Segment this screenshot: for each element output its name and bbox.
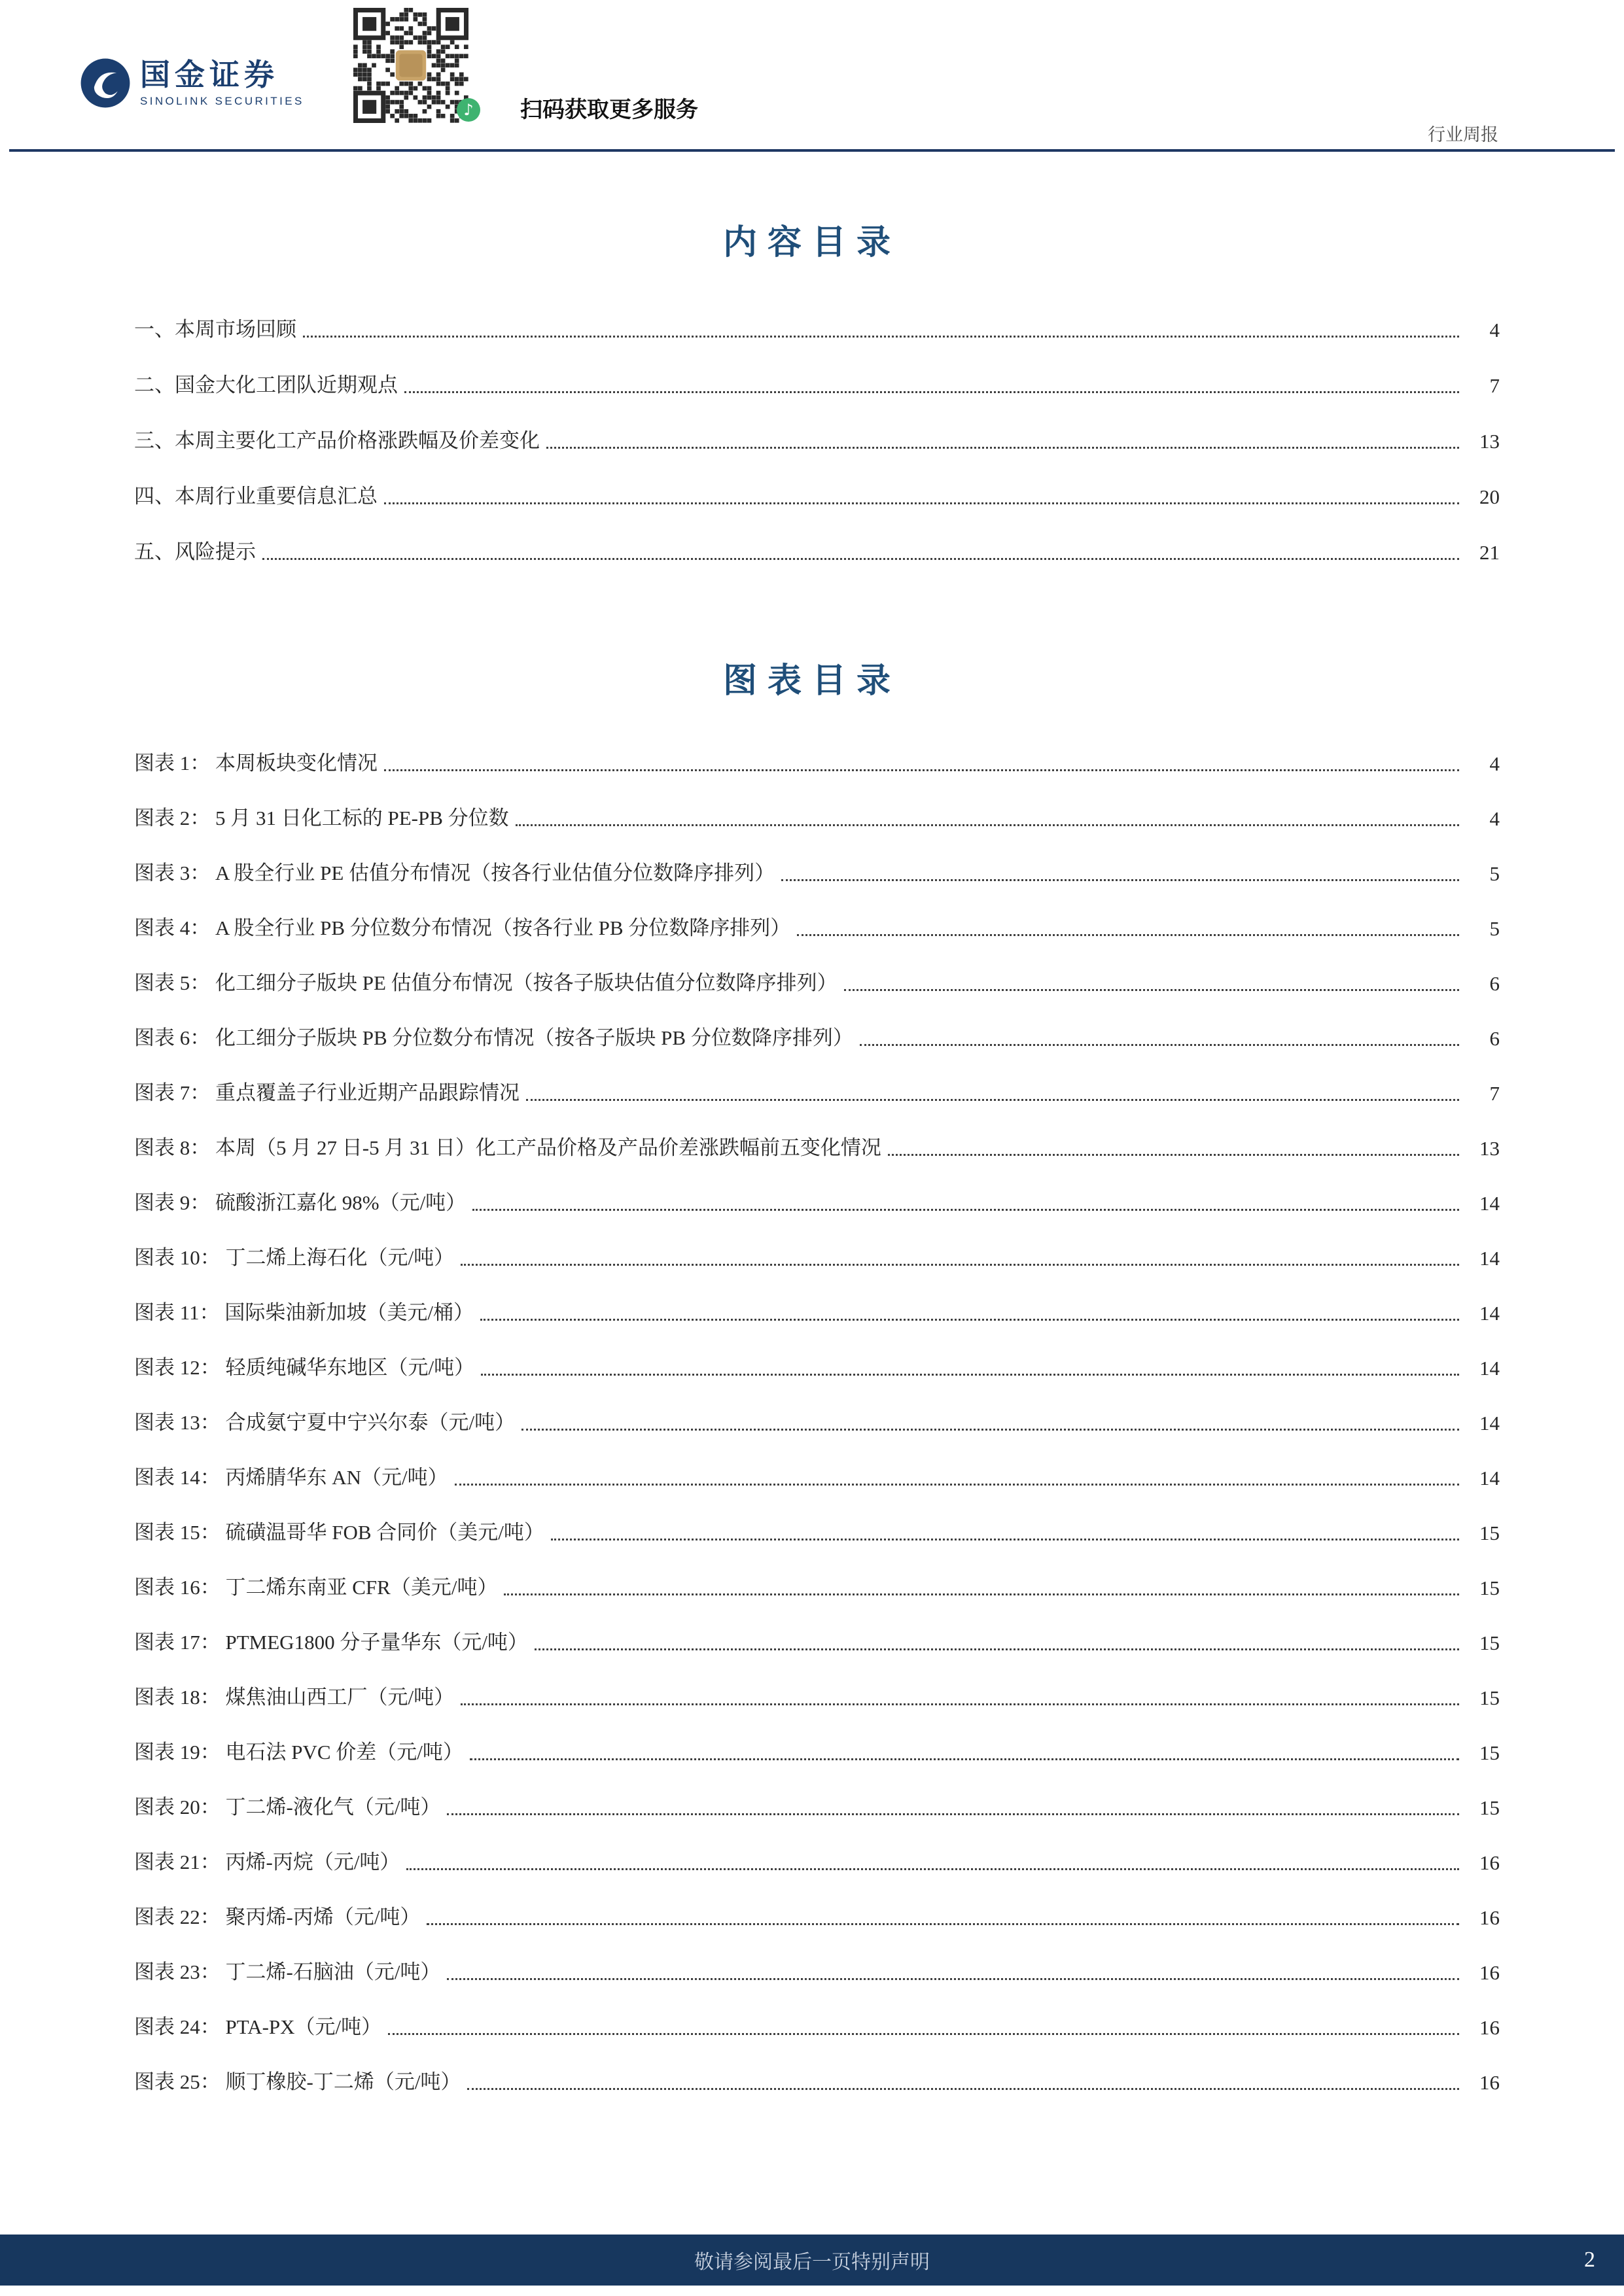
figure-item-page: 14 [1479, 1467, 1500, 1489]
brand-subtitle: SINOLINK SECURITIES [140, 95, 304, 108]
toc-item[interactable] [134, 469, 1500, 525]
dot-leader [546, 447, 1459, 449]
figure-item-page: 4 [1489, 752, 1500, 775]
dot-leader [388, 2033, 1459, 2035]
figure-item[interactable] [134, 2000, 1500, 2055]
dot-leader [888, 1154, 1459, 1156]
figure-item-page: 14 [1479, 1412, 1500, 1435]
figure-item[interactable] [134, 956, 1500, 1011]
dot-leader [521, 1429, 1459, 1431]
figure-item[interactable] [134, 1835, 1500, 1890]
music-note-badge-icon: ♪ [457, 98, 480, 122]
footer-disclaimer: 敬请参阅最后一页特别声明 [694, 2252, 930, 2273]
figure-item[interactable] [134, 1781, 1500, 1835]
figure-item-label: 图表 24： PTA-PX（元/吨） [134, 2015, 382, 2038]
toc-item-page: 4 [1489, 319, 1500, 341]
dot-leader [480, 1319, 1459, 1321]
figure-item-page: 14 [1479, 1192, 1500, 1215]
figure-item[interactable] [134, 1945, 1500, 2000]
figure-item-label: 图表 8： 本周（5 月 27 日-5 月 31 日）化工产品价格及产品价差涨跌幅前五变化情况 [134, 1136, 881, 1159]
footer-bar [0, 2235, 1624, 2286]
dot-leader [384, 769, 1459, 771]
figure-item-page: 4 [1489, 807, 1500, 830]
figure-item-label: 图表 15： 硫磺温哥华 FOB 合同价（美元/吨） [134, 1521, 544, 1544]
dot-leader [516, 824, 1459, 826]
dot-leader [447, 1978, 1459, 1980]
toc-item-label: 一、本周市场回顾 [134, 318, 296, 341]
figure-item[interactable] [134, 846, 1500, 901]
dot-leader [551, 1539, 1459, 1540]
figure-item[interactable] [134, 1890, 1500, 1945]
dot-leader [461, 1703, 1459, 1705]
contents-list [134, 302, 1500, 580]
dot-leader [504, 1593, 1459, 1595]
figure-item-page: 15 [1479, 1631, 1500, 1654]
toc-item-page: 21 [1479, 541, 1500, 564]
figure-item-page: 16 [1479, 1906, 1500, 1929]
figure-item[interactable] [134, 1726, 1500, 1781]
figure-item-label: 图表 10： 丁二烯上海石化（元/吨） [134, 1246, 455, 1269]
brand-name: 国金证券 [140, 57, 279, 92]
figure-item-label: 图表 4： A 股全行业 PB 分位数分布情况（按各行业 PB 分位数降序排列） [134, 916, 791, 939]
toc-item-label: 五、风险提示 [134, 540, 256, 563]
figure-item-label: 图表 16： 丁二烯东南亚 CFR（美元/吨） [134, 1576, 498, 1599]
dot-leader [844, 989, 1459, 991]
dot-leader [860, 1044, 1459, 1046]
figure-item-label: 图表 5： 化工细分子版块 PE 估值分布情况（按各子版块估值分位数降序排列） [134, 971, 838, 994]
figure-item[interactable] [134, 2055, 1500, 2110]
brand-text [140, 58, 304, 109]
page-header [0, 0, 1624, 150]
figure-item-page: 16 [1479, 1961, 1500, 1984]
contents-title: 内容目录 [722, 224, 901, 262]
figure-item-page: 15 [1479, 1741, 1500, 1764]
dot-leader [447, 1813, 1459, 1815]
qr-caption: 扫码获取更多服务 [520, 97, 698, 122]
figure-item-page: 16 [1479, 2071, 1500, 2094]
figure-item[interactable] [134, 1231, 1500, 1286]
toc-item[interactable] [134, 358, 1500, 413]
figure-item-label: 图表 17： PTMEG1800 分子量华东（元/吨） [134, 1631, 528, 1654]
qr-code-icon [353, 8, 468, 123]
dot-leader [303, 336, 1459, 338]
figure-item-label: 图表 2： 5 月 31 日化工标的 PE-PB 分位数 [134, 807, 509, 829]
figure-item-page: 6 [1489, 1027, 1500, 1050]
figure-item-label: 图表 9： 硫酸浙江嘉化 98%（元/吨） [134, 1191, 467, 1214]
toc-item-page: 13 [1479, 430, 1500, 453]
figure-item[interactable] [134, 1066, 1500, 1121]
figure-item-page: 15 [1479, 1576, 1500, 1599]
dot-leader [262, 558, 1459, 560]
figure-item-label: 图表 12： 轻质纯碱华东地区（元/吨） [134, 1356, 475, 1379]
dot-leader [535, 1648, 1459, 1650]
figure-item-label: 图表 19： 电石法 PVC 价差（元/吨） [134, 1741, 463, 1764]
figure-item[interactable] [134, 901, 1500, 956]
brand-logo [80, 58, 304, 109]
figure-item[interactable] [134, 1121, 1500, 1176]
dot-leader [455, 1484, 1459, 1486]
figure-item[interactable] [134, 791, 1500, 846]
figure-item[interactable] [134, 1616, 1500, 1671]
figure-item-label: 图表 1： 本周板块变化情况 [134, 752, 378, 774]
figure-item-label: 图表 6： 化工细分子版块 PB 分位数分布情况（按各子版块 PB 分位数降序排列） [134, 1026, 853, 1049]
dot-leader [384, 502, 1459, 504]
figure-item-label: 图表 21： 丙烯-丙烷（元/吨） [134, 1851, 400, 1873]
figure-item[interactable] [134, 1506, 1500, 1561]
dot-leader [404, 391, 1459, 393]
figure-item-page: 5 [1489, 862, 1500, 885]
figure-item-page: 7 [1489, 1082, 1500, 1105]
figure-item[interactable] [134, 1451, 1500, 1506]
dot-leader [481, 1374, 1459, 1376]
toc-item-label: 四、本周行业重要信息汇总 [134, 485, 378, 508]
figure-item-label: 图表 11： 国际柴油新加坡（美元/桶） [134, 1301, 474, 1324]
figure-item-page: 15 [1479, 1796, 1500, 1819]
figure-item[interactable] [134, 1176, 1500, 1231]
dot-leader [472, 1209, 1459, 1211]
figure-item-page: 16 [1479, 1851, 1500, 1874]
figure-item-label: 图表 3： A 股全行业 PE 估值分布情况（按各行业估值分位数降序排列） [134, 861, 775, 884]
dot-leader [467, 2088, 1459, 2090]
figures-title: 图表目录 [722, 663, 901, 700]
figure-item-label: 图表 14： 丙烯腈华东 AN（元/吨） [134, 1466, 448, 1489]
figure-item[interactable] [134, 1011, 1500, 1066]
figure-item-page: 16 [1479, 2016, 1500, 2039]
toc-item[interactable] [134, 525, 1500, 580]
figure-item-label: 图表 23： 丁二烯-石脑油（元/吨） [134, 1960, 441, 1983]
figures-list [134, 737, 1500, 2110]
dot-leader [427, 1923, 1459, 1925]
figure-item[interactable] [134, 1341, 1500, 1396]
toc-item[interactable] [134, 302, 1500, 358]
figure-item-label: 图表 18： 煤焦油山西工厂（元/吨） [134, 1686, 455, 1709]
toc-item-label: 三、本周主要化工产品价格涨跌幅及价差变化 [134, 429, 540, 452]
dot-leader [406, 1868, 1459, 1870]
figure-item-label: 图表 20： 丁二烯-液化气（元/吨） [134, 1796, 441, 1818]
figure-item-page: 15 [1479, 1686, 1500, 1709]
figure-item-label: 图表 7： 重点覆盖子行业近期产品跟踪情况 [134, 1081, 520, 1104]
figure-item[interactable] [134, 1671, 1500, 1726]
toc-item-page: 7 [1489, 374, 1500, 397]
figure-item-page: 5 [1489, 917, 1500, 940]
sinolink-logo-icon [80, 58, 131, 109]
figure-item[interactable] [134, 737, 1500, 791]
figure-item-page: 14 [1479, 1357, 1500, 1380]
dot-leader [781, 879, 1459, 881]
dot-leader [526, 1099, 1459, 1101]
toc-item-label: 二、国金大化工团队近期观点 [134, 374, 398, 396]
figure-item-page: 6 [1489, 972, 1500, 995]
figure-item-page: 13 [1479, 1137, 1500, 1160]
doc-type-label: 行业周报 [1428, 125, 1498, 145]
toc-item[interactable] [134, 413, 1500, 469]
figure-item[interactable] [134, 1561, 1500, 1616]
figure-item-page: 15 [1479, 1522, 1500, 1544]
figure-item[interactable] [134, 1286, 1500, 1341]
figure-item-page: 14 [1479, 1247, 1500, 1270]
figure-item-label: 图表 22： 聚丙烯-丙烯（元/吨） [134, 1905, 421, 1928]
dot-leader [797, 934, 1459, 936]
figure-item-label: 图表 13： 合成氨宁夏中宁兴尔泰（元/吨） [134, 1411, 516, 1434]
figure-item[interactable] [134, 1396, 1500, 1451]
toc-item-page: 20 [1479, 485, 1500, 508]
dot-leader [461, 1264, 1459, 1266]
header-divider [9, 149, 1615, 152]
dot-leader [470, 1758, 1459, 1760]
figure-item-page: 14 [1479, 1302, 1500, 1325]
footer-page-number: 2 [1584, 2248, 1595, 2272]
figure-item-label: 图表 25： 顺丁橡胶-丁二烯（元/吨） [134, 2070, 461, 2093]
